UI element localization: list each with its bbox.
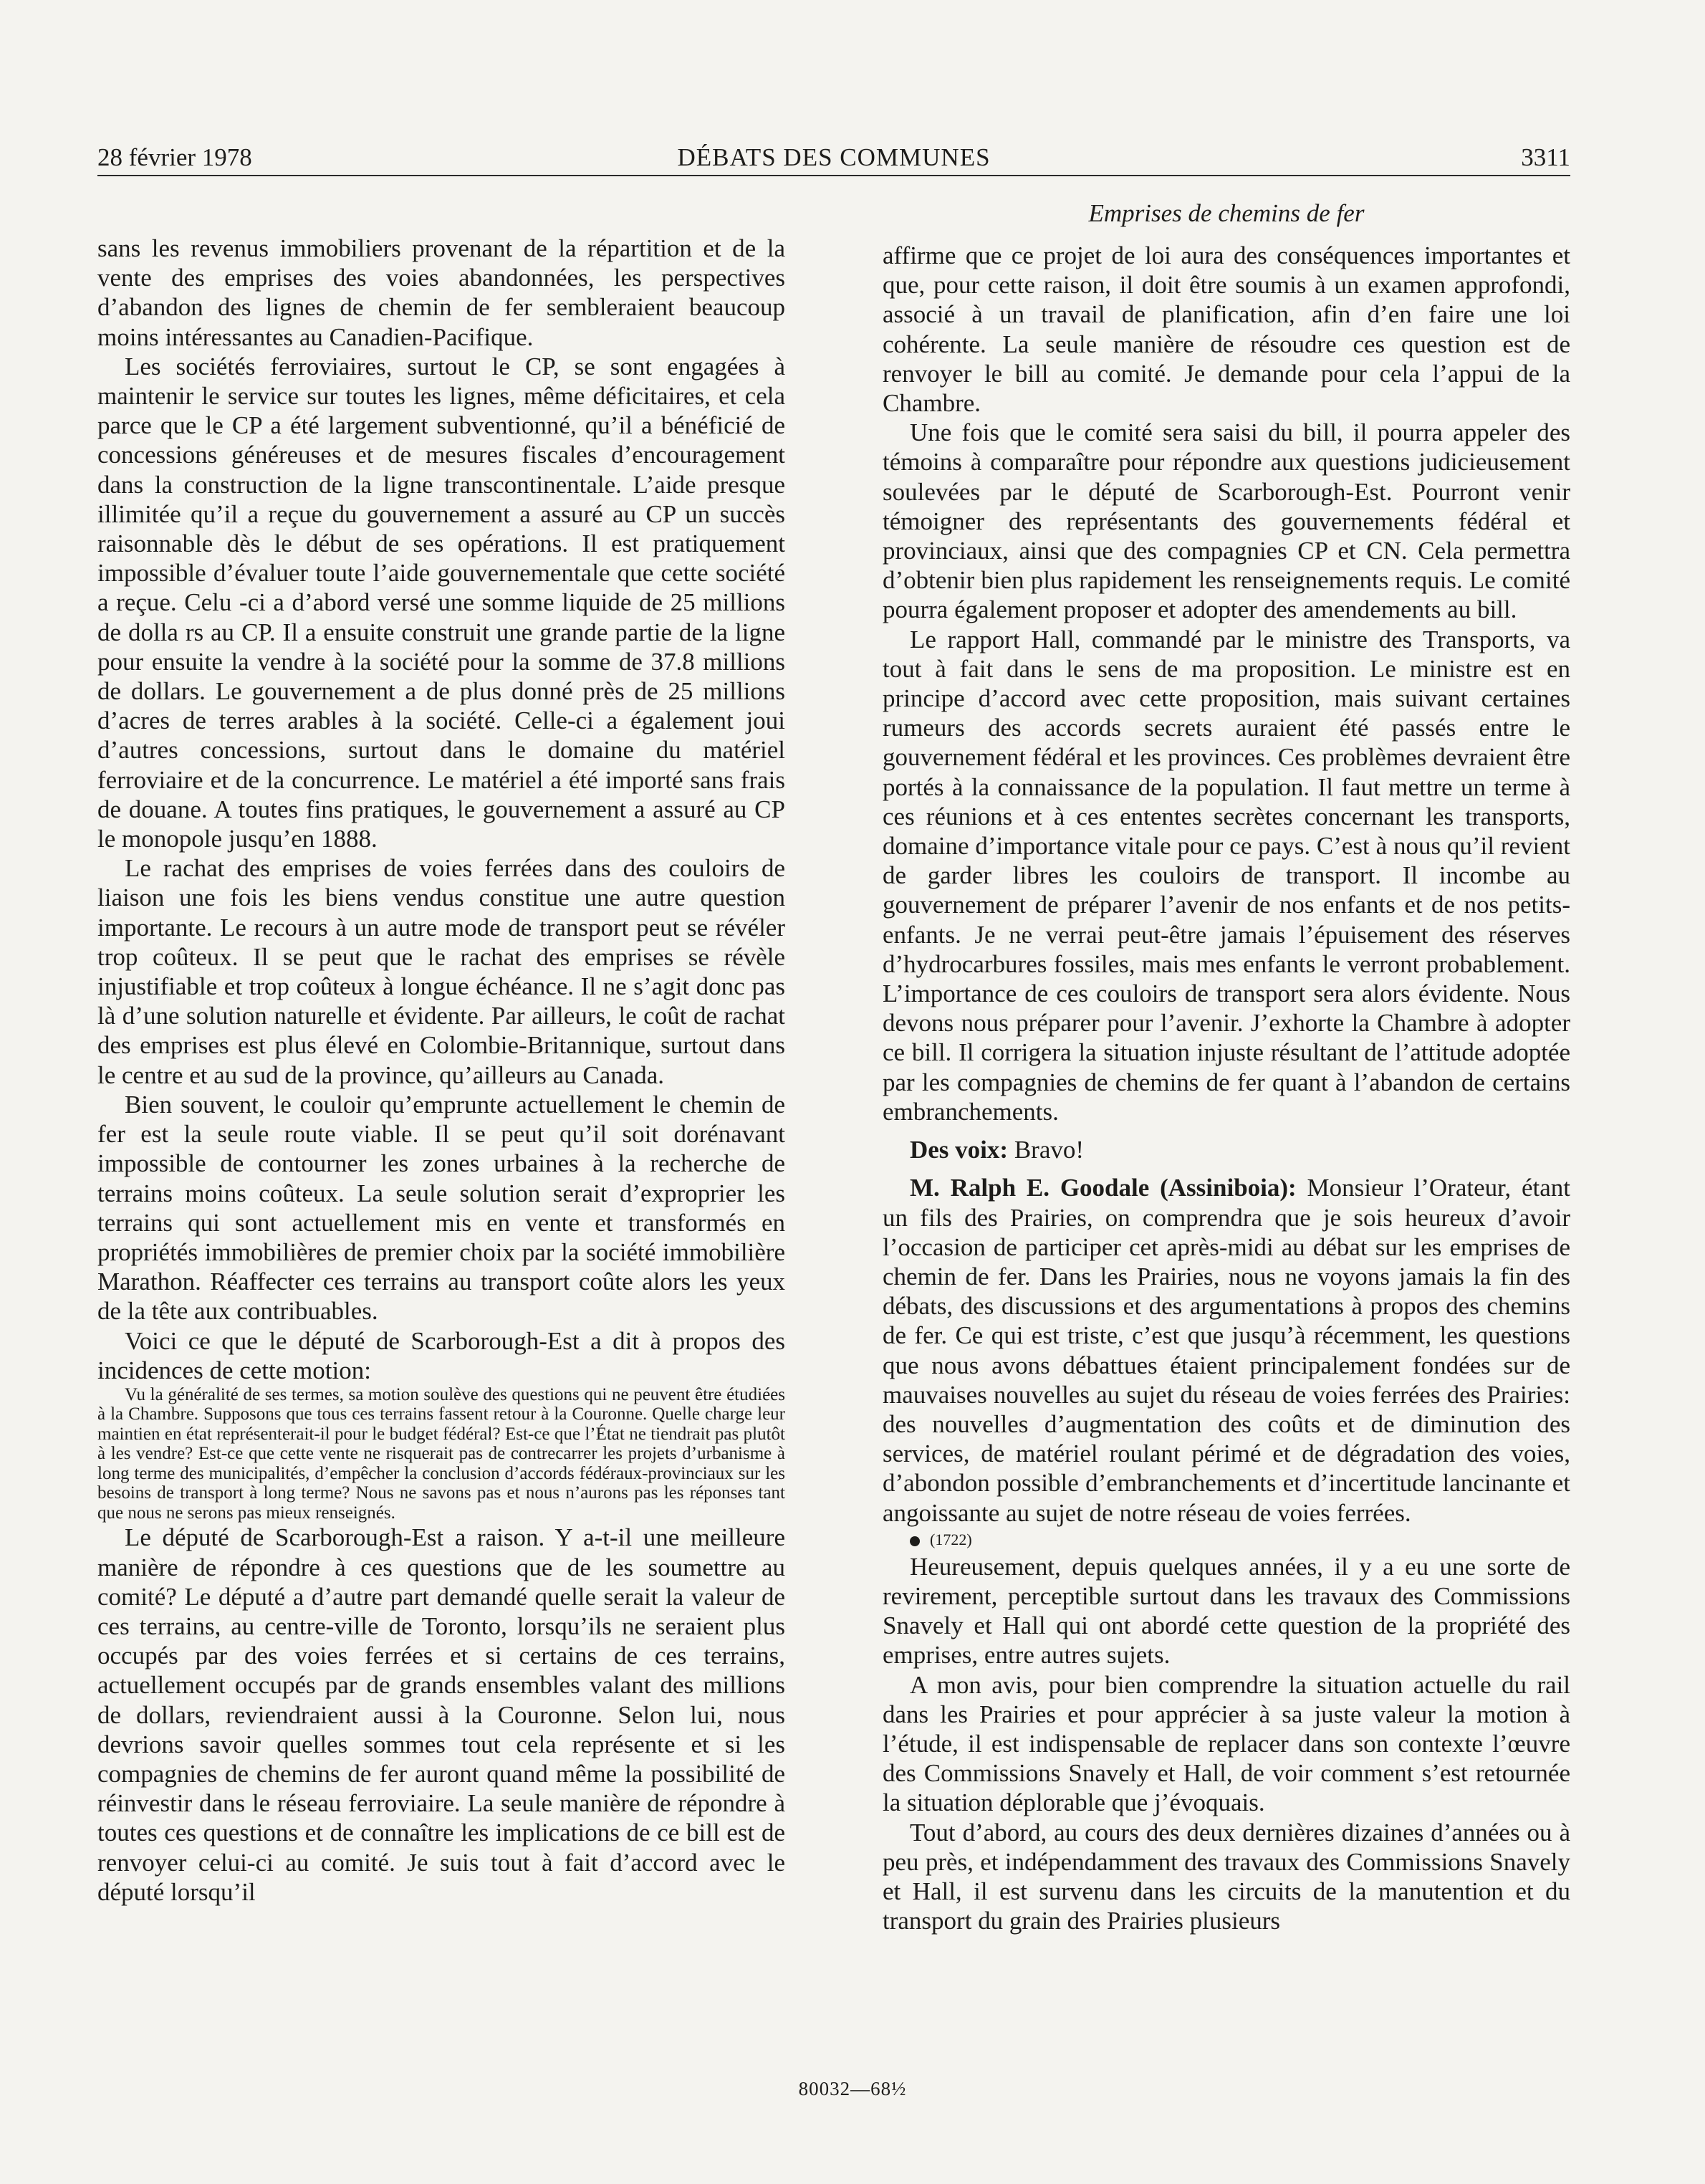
paragraph: sans les revenus immobiliers provenant de la répartition et de la vente des emprises des voies abandonnées, les perspectives d’abandon des lignes de chemin de fer sembleraient beaucoup moins intéressantes au Canadien-Pacifique.: [97, 234, 785, 351]
paragraph: Les sociétés ferroviaires, surtout le CP, se sont engagées à maintenir le service sur toutes les lignes, même déficitaires, et cela parce que le CP a été largement subventionné, qu’il a bénéficié de concessions généreuses et de mesures fiscales d’encouragement dans la construction de la ligne transcontinentale. L’aide presque illimitée qu’il a reçue du gouvernement a assuré au CP un succès raisonnable dès le début de ses opérations. Il est pratiquement impossible d’évaluer toute l’aide gouvernementale que cette société a reçue. Celu -ci a d’abord versé une somme liquide de 25 millions de dolla rs au CP. Il a ensuite construit une grande partie de la ligne pour ensuite la vendre à la société pour la somme de 37.8 millions de dollars. Le gouvernement a de plus donné près de 25 millions d’acres de terres arables à la société. Celle-ci a également joui d’autres concessions, surtout dans le domaine du matériel ferroviaire et de la concurrence. Le matériel a été importé sans frais de douane. A toutes fins pratiques, le gouvernement a assuré au CP le monopole jusqu’en 1888.: [97, 352, 785, 853]
paragraph: affirme que ce projet de loi aura des conséquences importantes et que, pour cette raison, il doit être soumis à un examen approfondi, associé à un travail de planification, afin d’en faire une loi cohérente. La seule manière de résoudre ces question est de renvoyer le bill au comité. Je demande pour cela l’appui de la Chambre.: [883, 241, 1570, 418]
speech-text: Monsieur l’Orateur, étant un fils des Prairies, on comprendra que je sois heureux d’avoir l’occasion de participer cet après-midi au débat sur les emprises de chemin de fer. Dans les Prairies, nous ne voyons jamais la fin des débats, des discussions et des argumentations à propos des chemins de fer. Ce qui est triste, c’est que jusqu’à récemment, les questions que nous avons débattues étaient principalement fondées sur de mauvaises nouvelles au sujet du réseau de voies ferrées des Prairies: des nouvelles d’augmentation des coûts et de diminution des services, de matériel roulant périmé et de dégradation des voies, d’abondon possible d’embranchements et d’incertitude lancinante et angoissante au sujet de notre réseau de voies ferrées.: [883, 1174, 1570, 1527]
block-quote: Vu la généralité de ses termes, sa motion soulève des questions qui ne peuvent être étudiées à la Chambre. Supposons que tous ces terrains fassent retour à la Couronne. Quelle charge leur maintien en état représenterait-il pour le budget fédéral? Est-ce que l’État ne tiendrait pas plutôt à les vendre? Est-ce que cette vente ne risquerait pas de contrecarrer les projets d’urbanisme à long terme des municipalités, d’empêcher la conclusion d’accords fédéraux-provinciaux sur les besoins de transport à long terme? Nous ne savons pas et nous n’aurons pas les réponses tant que nous ne serons pas mieux renseignés.: [97, 1384, 785, 1523]
page-number: 3311: [1521, 143, 1570, 171]
journal-title: DÉBATS DES COMMUNES: [677, 143, 991, 171]
paragraph: Le député de Scarborough-Est a raison. Y a-t-il une meilleure manière de répondre à ces questions que de les soumettre au comité? Le député a d’autre part demandé quelle serait la valeur de ces terrains, au centre-ville de Toronto, lorsqu’ils ne seraient plus occupés par des voies ferrées et si certains de ces terrains, actuellement occupés par de grands ensembles valant des millions de dollars, reviendraient aussi à la Couronne. Selon lui, nous devrions savoir quelles sommes tout cela représente et si les compagnies de chemins de fer auront quand même la possibilité de réinvestir dans le réseau ferroviaire. La seule manière de répondre à toutes ces questions et de connaître les implications de ce bill est de renvoyer celui-ci au comité. Je suis tout à fait d’accord avec le député lorsqu’il: [97, 1523, 785, 1906]
page-footer: 80032—68½: [798, 2078, 907, 2099]
time-marker: [883, 1528, 1570, 1552]
paragraph: Une fois que le comité sera saisi du bill, il pourra appeler des témoins à comparaître pour répondre aux questions judicieusement soulevées par le député de Scarborough-Est. Pourront venir témoigner des représentants des gouvernements fédéral et provinciaux, ainsi que des compagnies CP et CN. Cela permettra d’obtenir bien plus rapidement les renseignements requis. Le comité pourra également proposer et adopter des amendements au bill.: [883, 418, 1570, 624]
bullet-icon: [910, 1536, 920, 1546]
paragraph: Voici ce que le député de Scarborough-Est a dit à propos des incidences de cette motion:: [97, 1326, 785, 1384]
right-column: [883, 241, 1570, 1935]
paragraph: Heureusement, depuis quelques années, il y a eu une sorte de revirement, perceptible surtout dans les travaux des Commissions Snavely et Hall qui ont abordé cette question de la propriété des emprises, entre autres sujets.: [883, 1552, 1570, 1670]
speaker-name: M. Ralph E. Goodale (Assiniboia):: [910, 1174, 1297, 1202]
time-marker-text: (1722): [930, 1530, 972, 1548]
speaker-name: Des voix:: [910, 1136, 1009, 1164]
paragraph: Tout d’abord, au cours des deux dernières dizaines d’années ou à peu près, et indépendamment des travaux des Commissions Snavely et Hall, il est survenu dans les circuits de la manutention et du transport du grain des Prairies plusieurs: [883, 1818, 1570, 1935]
speech-text: Bravo!: [1008, 1136, 1085, 1164]
paragraph: Le rachat des emprises de voies ferrées dans des couloirs de liaison une fois les biens vendus constitue une autre question importante. Le recours à un autre mode de transport peut se révéler trop coûteux. Il se peut que le rachat des emprises se révèle injustifiable et trop coûteux à longue échéance. Il ne s’agit donc pas là d’une solution naturelle et évidente. Par ailleurs, le coût de rachat des emprises est plus élevé en Colombie-Britannique, surtout dans le centre et au sud de la province, qu’ailleurs au Canada.: [97, 854, 785, 1089]
paragraph: Bien souvent, le couloir qu’emprunte actuellement le chemin de fer est la seule route viable. Il se peut qu’il soit dorénavant impossible de contourner les zones urbaines à la recherche de terrains moins coûteux. La seule solution serait d’exproprier les terrains qui sont actuellement mis en vente et transformés en propriétés immobilières de premier choix par la société immobilière Marathon. Réaffecter ces terrains au transport coûte alors les yeux de la tête aux contribuables.: [97, 1090, 785, 1326]
left-column: [97, 234, 785, 1907]
running-title: Emprises de chemins de fer: [1088, 199, 1365, 227]
paragraph: Le rapport Hall, commandé par le ministre des Transports, va tout à fait dans le sens de ma proposition. Le ministre est en principe d’accord avec cette proposition, mais suivant certaines rumeurs des accords secrets auraient été passés entre le gouvernement fédéral et les provinces. Ces problèmes devraient être portés à la connaissance de la population. Il faut mettre un terme à ces réunions et à ces ententes secrètes concernant les transports, domaine d’importance vitale pour ce pays. C’est à nous qu’il revient de garder libres les couloirs de transport. Il incombe au gouvernement de préparer l’avenir de nos enfants et de nos petits-enfants. Je ne verrai peut-être jamais l’épuisement des réserves d’hydrocarbures fossiles, mais mes enfants le verront probablement. L’importance de ces couloirs de transport sera alors évidente. Nous devons nous préparer pour l’avenir. J’exhorte la Chambre à adopter ce bill. Il corrigera la situation injuste résultant de l’attitude adoptée par les compagnies de chemins de fer quant à l’abandon de certains embranchements.: [883, 625, 1570, 1126]
speech: [883, 1173, 1570, 1527]
page-header: [97, 140, 1570, 176]
paragraph: A mon avis, pour bien comprendre la situation actuelle du rail dans les Prairies et pour apprécier à sa juste valeur la motion à l’étude, il est indispensable de replacer dans son contexte l’œuvre des Commissions Snavely et Hall, de voir comment s’est retournée la situation déplorable que j’évoquais.: [883, 1670, 1570, 1817]
interjection: [883, 1135, 1570, 1164]
header-date: 28 février 1978: [97, 143, 252, 171]
